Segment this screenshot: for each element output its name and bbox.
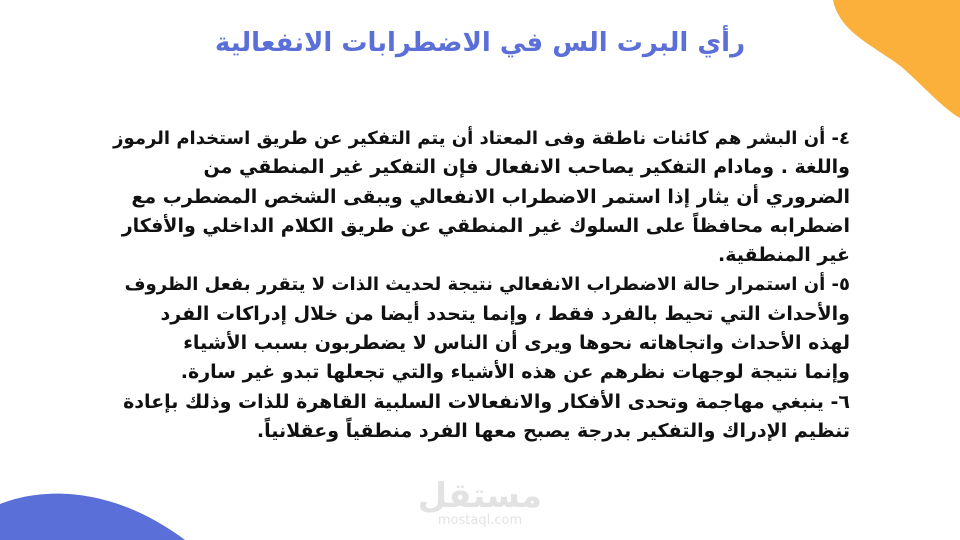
text-line: وإنما نتيجة لوجهات نظرهم عن هذه الأشياء والتي تجعلها تبدو غير سارة. [180, 361, 850, 384]
text-line: ٤- أن البشر هم كائنات ناطقة وفى المعتاد أن يتم التفكير عن طريق استخدام الرموز [113, 128, 850, 149]
body-paragraph [110, 124, 850, 446]
text-line: غير المنطقية. [718, 244, 850, 267]
text-line: والأحداث التي تحيط بالفرد فقط ، وإنما يتحدد أيضا من خلال إدراكات الفرد [160, 302, 850, 325]
page-title: رأي البرت الس في الاضطرابات الانفعالية [214, 28, 746, 58]
decorative-blue-blob [0, 480, 190, 540]
text-line: واللغة . ومادام التفكير يصاحب الانفعال فإن التفكير غير المنطقي من [203, 156, 850, 179]
text-line: لهذه الأحداث واتجاهاته نحوها ويرى أن الناس لا يضطربون بسبب الأشياء [183, 332, 850, 355]
text-line: تنظيم الإدراك والتفكير بدرجة يصبح معها الفرد منطقياً وعقلانياً. [256, 419, 850, 442]
text-line: الضروري أن يثار إذا استمر الاضطراب الانفعالي ويبقى الشخص المضطرب مع [131, 185, 850, 208]
decorative-orange-blob [795, 0, 960, 120]
watermark-url: mostaql.com [437, 513, 523, 528]
mostaql-watermark [418, 478, 542, 528]
watermark-logo: مستقل [417, 476, 542, 516]
text-line: اضطرابه محافظاً على السلوك غير المنطقي عن طريق الكلام الداخلي والأفكار [121, 214, 850, 237]
text-line: ٥- أن استمرار حالة الاضطراب الانفعالي نتيجة لحديث الذات لا يتقرر بفعل الظروف [124, 274, 850, 296]
text-line: ٦- ينبغي مهاجمة وتحدى الأفكار والانفعالات السلبية القاهرة للذات وذلك بإعادة [123, 390, 850, 413]
